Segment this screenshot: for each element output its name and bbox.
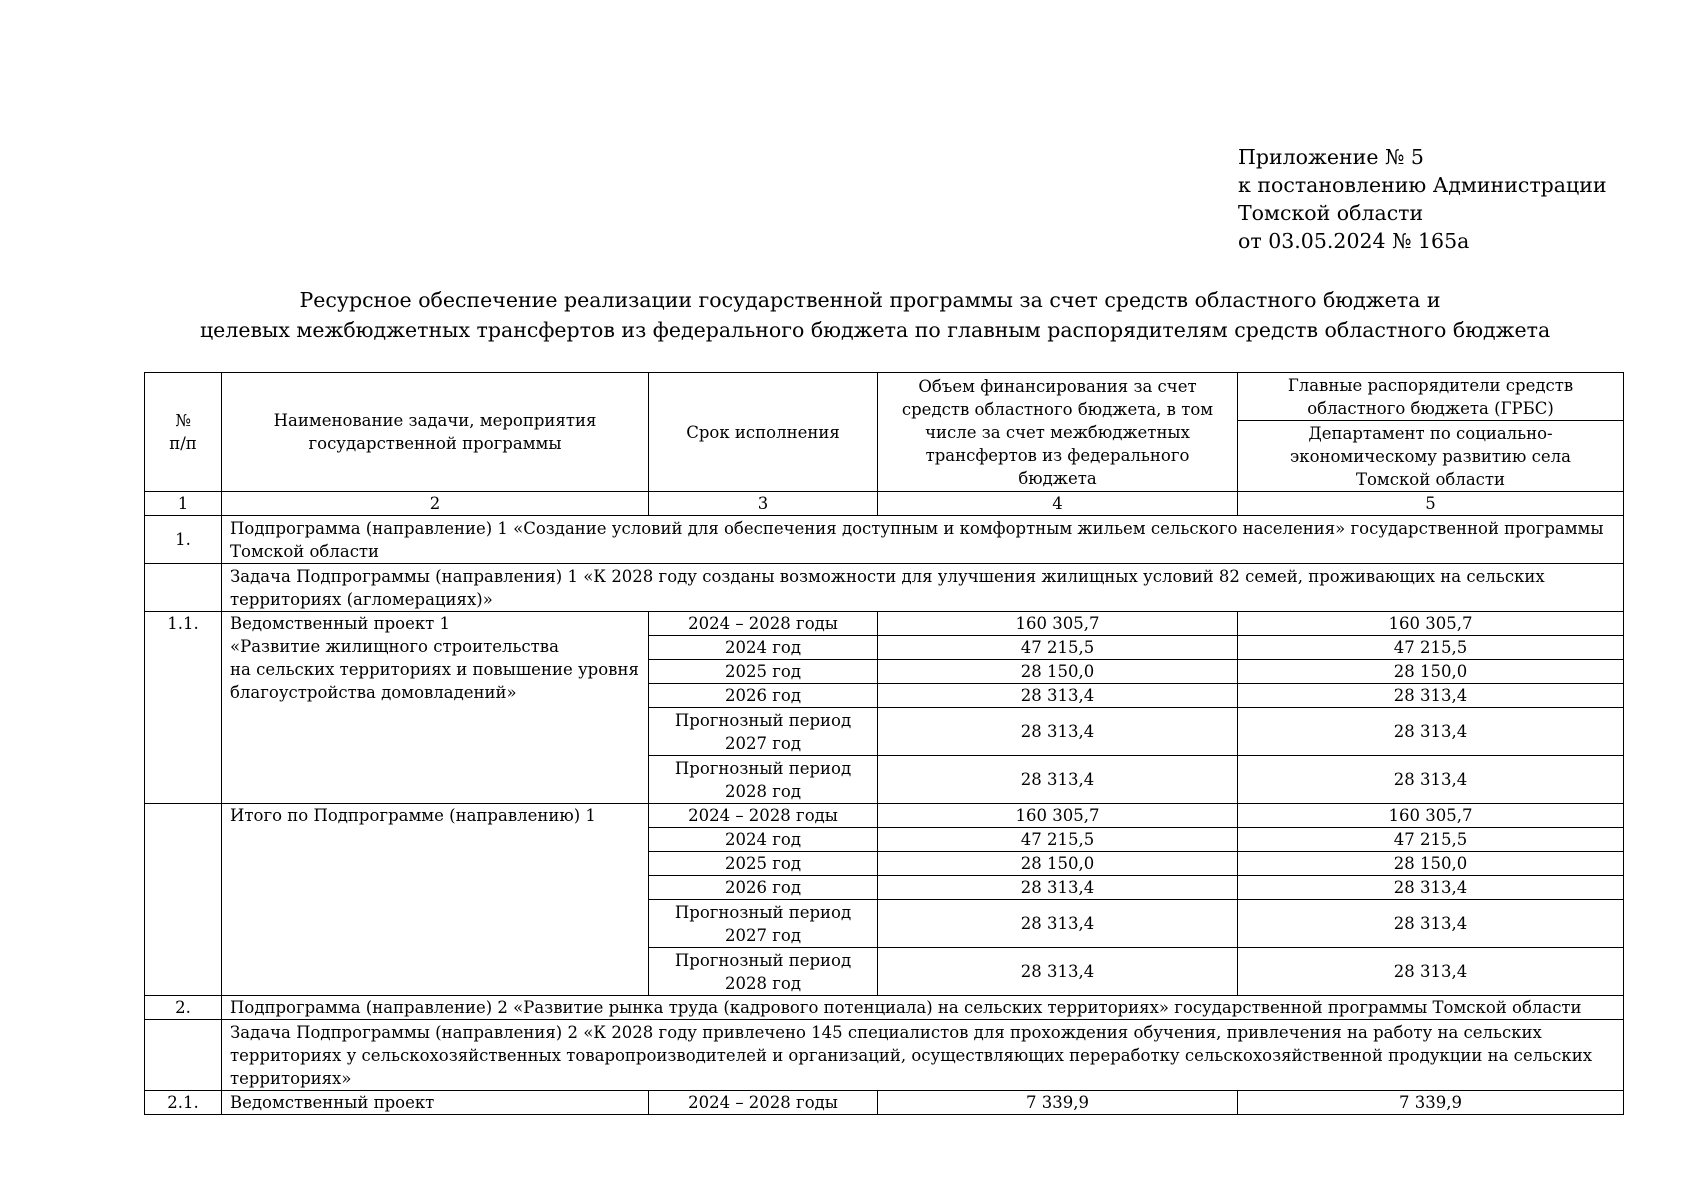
title-line: целевых межбюджетных трансфертов из федерального бюджета по главным распорядителям средств областного бюджета bbox=[200, 318, 1551, 342]
volume-cell: 28 150,0 bbox=[878, 852, 1238, 876]
project-name: Ведомственный проект bbox=[222, 1091, 649, 1115]
grbs-cell: 28 313,4 bbox=[1238, 948, 1624, 996]
period-cell: Прогнозный период 2028 год bbox=[649, 948, 878, 996]
period-cell: 2026 год bbox=[649, 684, 878, 708]
grbs-cell: 28 313,4 bbox=[1238, 900, 1624, 948]
subprogram-row bbox=[145, 516, 1624, 564]
volume-cell: 47 215,5 bbox=[878, 636, 1238, 660]
grbs-cell: 28 313,4 bbox=[1238, 684, 1624, 708]
appendix-line: Приложение № 5 bbox=[1238, 145, 1424, 169]
total-name: Итого по Подпрограмме (направлению) 1 bbox=[222, 804, 649, 996]
period-cell: Прогнозный период 2028 год bbox=[649, 756, 878, 804]
volume-cell: 28 313,4 bbox=[878, 684, 1238, 708]
row-number-empty bbox=[145, 564, 222, 612]
subprogram-title: Подпрограмма (направление) 1 «Создание условий для обеспечения доступным и комфортным жильем сельского населения» государственной программы Томской области bbox=[222, 516, 1624, 564]
grbs-cell: 28 313,4 bbox=[1238, 708, 1624, 756]
volume-cell: 28 313,4 bbox=[878, 948, 1238, 996]
column-number: 4 bbox=[878, 492, 1238, 516]
volume-cell: 28 313,4 bbox=[878, 876, 1238, 900]
header-volume: Объем финансирования за счет средств областного бюджета, в том числе за счет межбюджетных трансфертов из федерального бюджета bbox=[878, 373, 1238, 492]
volume-cell: 7 339,9 bbox=[878, 1091, 1238, 1115]
period-cell: 2024 – 2028 годы bbox=[649, 1091, 878, 1115]
header-department: Департамент по социально- экономическому развитию села Томской области bbox=[1238, 421, 1624, 492]
volume-cell: 28 150,0 bbox=[878, 660, 1238, 684]
column-number: 3 bbox=[649, 492, 878, 516]
period-cell: 2024 – 2028 годы bbox=[649, 804, 878, 828]
grbs-cell: 47 215,5 bbox=[1238, 828, 1624, 852]
period-cell: 2025 год bbox=[649, 660, 878, 684]
grbs-cell: 7 339,9 bbox=[1238, 1091, 1624, 1115]
row-number: 1. bbox=[145, 516, 222, 564]
appendix-line: к постановлению Администрации bbox=[1238, 173, 1607, 197]
column-number-row bbox=[145, 492, 1624, 516]
volume-cell: 47 215,5 bbox=[878, 828, 1238, 852]
grbs-cell: 47 215,5 bbox=[1238, 636, 1624, 660]
grbs-cell: 160 305,7 bbox=[1238, 804, 1624, 828]
period-cell: 2024 год bbox=[649, 636, 878, 660]
task-row bbox=[145, 564, 1624, 612]
period-cell: 2024 год bbox=[649, 828, 878, 852]
header-period: Срок исполнения bbox=[649, 373, 878, 492]
period-cell: 2024 – 2028 годы bbox=[649, 612, 878, 636]
volume-cell: 160 305,7 bbox=[878, 804, 1238, 828]
header-grbs: Главные распорядители средств областного бюджета (ГРБС) bbox=[1238, 373, 1624, 421]
table-row bbox=[145, 612, 1624, 636]
appendix-line: от 03.05.2024 № 165а bbox=[1238, 229, 1470, 253]
period-cell: 2025 год bbox=[649, 852, 878, 876]
row-number-empty bbox=[145, 1020, 222, 1091]
volume-cell: 28 313,4 bbox=[878, 756, 1238, 804]
volume-cell: 28 313,4 bbox=[878, 900, 1238, 948]
volume-cell: 28 313,4 bbox=[878, 708, 1238, 756]
grbs-cell: 160 305,7 bbox=[1238, 612, 1624, 636]
subprogram-row bbox=[145, 996, 1624, 1020]
column-number: 5 bbox=[1238, 492, 1624, 516]
header-row bbox=[145, 373, 1624, 421]
resource-table bbox=[144, 372, 1624, 1115]
row-number: 2. bbox=[145, 996, 222, 1020]
period-cell: Прогнозный период 2027 год bbox=[649, 900, 878, 948]
grbs-cell: 28 313,4 bbox=[1238, 876, 1624, 900]
task-title: Задача Подпрограммы (направления) 1 «К 2028 году созданы возможности для улучшения жилищных условий 82 семей, проживающих на сельских территориях (агломерациях)» bbox=[222, 564, 1624, 612]
grbs-cell: 28 313,4 bbox=[1238, 756, 1624, 804]
table-row bbox=[145, 1091, 1624, 1115]
column-number: 1 bbox=[145, 492, 222, 516]
header-num: № п/п bbox=[145, 373, 222, 492]
row-number: 2.1. bbox=[145, 1091, 222, 1115]
project-name: Ведомственный проект 1 «Развитие жилищного строительства на сельских территориях и повышение уровня благоустройства домовладений» bbox=[222, 612, 649, 804]
grbs-cell: 28 150,0 bbox=[1238, 852, 1624, 876]
period-cell: Прогнозный период 2027 год bbox=[649, 708, 878, 756]
appendix-line: Томской области bbox=[1238, 201, 1424, 225]
grbs-cell: 28 150,0 bbox=[1238, 660, 1624, 684]
task-title: Задача Подпрограммы (направления) 2 «К 2028 году привлечено 145 специалистов для прохождения обучения, привлечения на работу на сельских территориях у сельскохозяйственных товаропроизводителей и организаций, осуществляющих переработку сельскохозяйственной продукции на сельских территориях» bbox=[222, 1020, 1624, 1091]
row-number: 1.1. bbox=[145, 612, 222, 804]
volume-cell: 160 305,7 bbox=[878, 612, 1238, 636]
page-title bbox=[200, 285, 1551, 345]
period-cell: 2026 год bbox=[649, 876, 878, 900]
header-name: Наименование задачи, мероприятия государственной программы bbox=[222, 373, 649, 492]
appendix-block bbox=[1238, 143, 1607, 255]
row-number-empty bbox=[145, 804, 222, 996]
task-row bbox=[145, 1020, 1624, 1091]
title-line: Ресурсное обеспечение реализации государственной программы за счет средств областного бюджета и bbox=[299, 288, 1441, 312]
column-number: 2 bbox=[222, 492, 649, 516]
subprogram-title: Подпрограмма (направление) 2 «Развитие рынка труда (кадрового потенциала) на сельских территориях» государственной программы Томской области bbox=[222, 996, 1624, 1020]
table-row bbox=[145, 804, 1624, 828]
